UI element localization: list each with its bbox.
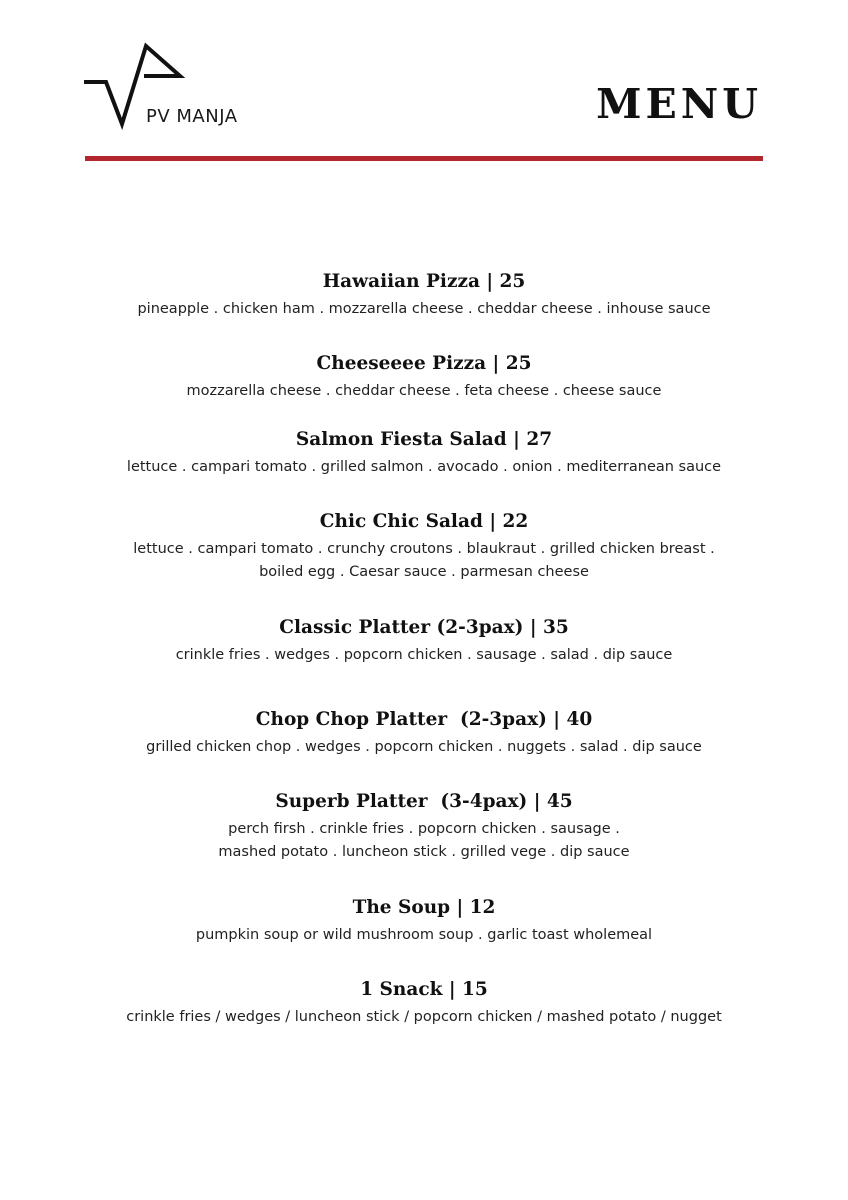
menu-item-title: Superb Platter (3-4pax) | 45 — [275, 791, 573, 812]
menu-item-title: Classic Platter (2-3pax) | 35 — [279, 617, 569, 638]
menu-item-title: Cheeseeee Pizza | 25 — [316, 353, 532, 374]
menu-item-description-line: boiled egg . Caesar sauce . parmesan cheese — [259, 564, 589, 580]
menu-item — [0, 352, 848, 403]
brand-logo — [84, 42, 274, 132]
menu-item — [0, 510, 848, 584]
menu-item-description — [0, 1006, 848, 1029]
menu-item — [0, 978, 848, 1029]
menu-item-description — [0, 644, 848, 667]
menu-item-title: Salmon Fiesta Salad | 27 — [295, 429, 553, 450]
menu-item-description — [0, 456, 848, 479]
menu-item-description — [0, 538, 848, 584]
menu-item-description-line: lettuce . campari tomato . crunchy croutons . blaukraut . grilled chicken breast . — [133, 541, 715, 557]
menu-item-description — [0, 818, 848, 864]
menu-item-description-line: pumpkin soup or wild mushroom soup . garlic toast wholemeal — [195, 927, 653, 943]
menu-item-title: Hawaiian Pizza | 25 — [322, 271, 526, 292]
menu-item — [0, 896, 848, 947]
menu-item-title: 1 Snack | 15 — [360, 979, 488, 1000]
menu-item-description — [0, 298, 848, 321]
menu-item-description — [0, 924, 848, 947]
menu-item-description — [0, 380, 848, 403]
page-title: MENU — [596, 80, 762, 128]
header-divider — [85, 156, 763, 161]
menu-item — [0, 708, 848, 759]
menu-item-description-line: crinkle fries . wedges . popcorn chicken . sausage . salad . dip sauce — [175, 647, 673, 663]
menu-item-title: Chic Chic Salad | 22 — [319, 511, 529, 532]
menu-item-description-line: crinkle fries / wedges / luncheon stick / popcorn chicken / mashed potato / nugget — [126, 1009, 722, 1025]
menu-item-description-line: pineapple . chicken ham . mozzarella cheese . cheddar cheese . inhouse sauce — [137, 301, 711, 317]
menu-item-description-line: grilled chicken chop . wedges . popcorn chicken . nuggets . salad . dip sauce — [146, 739, 702, 755]
brand-name: PV MANJA — [146, 106, 238, 127]
menu-item — [0, 616, 848, 667]
menu-item-description-line: mashed potato . luncheon stick . grilled vege . dip sauce — [218, 844, 630, 860]
menu-item-description-line: lettuce . campari tomato . grilled salmon . avocado . onion . mediterranean sauce — [126, 459, 722, 475]
menu-item — [0, 790, 848, 864]
menu-item-description-line: mozzarella cheese . cheddar cheese . feta cheese . cheese sauce — [186, 383, 662, 399]
menu-item — [0, 270, 848, 321]
menu-item-title: Chop Chop Platter (2-3pax) | 40 — [255, 709, 593, 730]
menu-item — [0, 428, 848, 479]
menu-item-description — [0, 736, 848, 759]
menu-item-description-line: perch firsh . crinkle fries . popcorn chicken . sausage . — [228, 821, 620, 837]
menu-item-title: The Soup | 12 — [352, 897, 496, 918]
